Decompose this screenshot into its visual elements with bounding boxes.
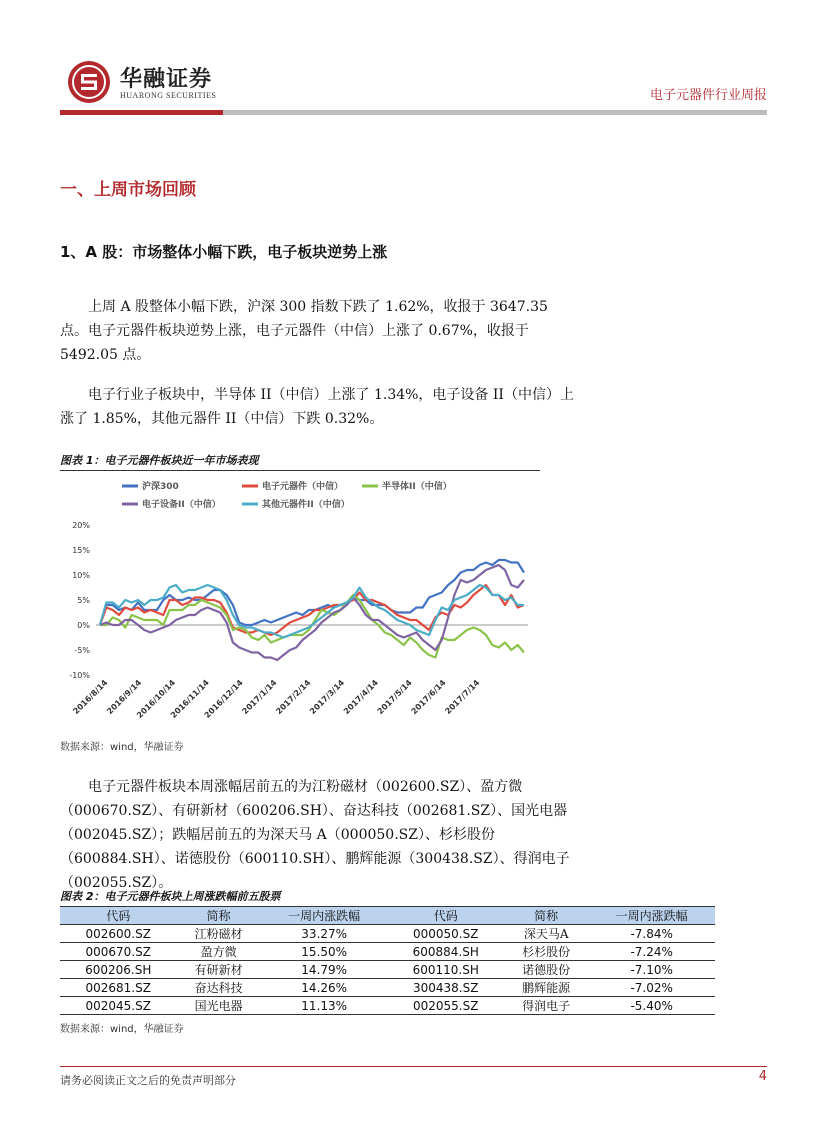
stock-code: 000050.SZ [387,925,503,943]
x-tick-label: 2016/12/14 [202,678,245,721]
chart-y-axis [69,521,90,680]
x-tick-label: 2017/4/14 [341,678,380,717]
table-row [60,943,715,961]
y-tick-label: 10% [72,571,90,580]
x-tick-label: 2016/10/14 [135,678,178,721]
header-rule-red [60,110,223,115]
page-number: 4 [758,1069,767,1084]
stock-name: 奋达科技 [176,979,260,997]
figure1-source: 数据来源：wind，华融证券 [60,742,184,753]
legend-label: 电子元器件（中信） [262,482,344,492]
stock-code: 600884.SH [387,943,503,961]
stock-change: -5.40% [588,997,715,1015]
stock-change: -7.02% [588,979,715,997]
x-tick-label: 2017/5/14 [375,678,414,717]
stock-code: 600206.SH [60,961,176,979]
figure1-rule [60,470,540,471]
y-tick-label: 20% [72,521,90,530]
legend-label: 半导体II（中信） [382,482,452,492]
section-title: 一、上周市场回顾 [60,180,196,200]
x-tick-label: 2017/6/14 [409,678,448,717]
table-header-row [60,907,715,925]
stock-name: 深天马A [504,925,588,943]
y-tick-label: 15% [72,546,90,555]
stock-code: 002055.SZ [387,997,503,1015]
table-row [60,997,715,1015]
stock-change: -7.24% [588,943,715,961]
paragraph-market-summary: 上周 A 股整体小幅下跌，沪深 300 指数下跌了 1.62%，收报于 3647.35 点。电子元器件板块逆势上涨，电子元器件（中信）上涨了 0.67%，收报于 5492.05 点。 [60,299,548,363]
x-tick-label: 2016/8/14 [71,678,110,717]
stock-name: 国光电器 [176,997,260,1015]
footer-disclaimer: 请务必阅读正文之后的免责声明部分 [60,1074,236,1087]
stock-name: 杉杉股份 [504,943,588,961]
report-type: 电子元器件行业周报 [649,88,767,103]
stock-name: 有研新材 [176,961,260,979]
stock-code: 000670.SZ [60,943,176,961]
paragraph-subsector-summary: 电子行业子板块中，半导体 II（中信）上涨了 1.34%，电子设备 II（中信）上涨了 1.85%，其他元器件 II（中信）下跌 0.32%。 [60,387,574,427]
table-header-cell: 代码 [387,907,503,925]
legend-label: 其他元器件II（中信） [262,500,350,510]
chart-legend [122,480,452,510]
stock-code: 002045.SZ [60,997,176,1015]
legend-label: 沪深300 [142,482,179,492]
x-tick-label: 2017/7/14 [443,678,482,717]
chart-series-lines [100,560,524,660]
stock-change: -7.84% [588,925,715,943]
table-header-cell: 一周内涨跌幅 [261,907,388,925]
stock-name: 江粉磁材 [176,925,260,943]
stock-code: 300438.SZ [387,979,503,997]
x-tick-label: 2016/11/14 [168,678,211,721]
table-header-cell: 简称 [176,907,260,925]
chart-x-axis [71,678,481,720]
stock-code: 600110.SH [387,961,503,979]
y-tick-label: -5% [74,646,90,655]
brand-subtitle: HUARONG SECURITIES [120,91,217,100]
stock-change: 33.27% [261,925,388,943]
stock-name: 盈方微 [176,943,260,961]
table-row [60,925,715,943]
table-row [60,961,715,979]
footer-rule [60,1066,767,1067]
section-subtitle: 1、A 股：市场整体小幅下跌，电子板块逆势上涨 [60,243,388,261]
paragraph-top-movers: 电子元器件板块本周涨幅居前五的为江粉磁材（002600.SZ）、盈方微（000670.SZ）、有研新材（600206.SH）、奋达科技（002681.SZ）、国光电器（002045.SZ）；跌幅居前五的为深天马 A（000050.SZ）、杉杉股份（600884.SH）、诺德股份（600110.SH）、鹏辉能源（300438.SZ）、得润电子（002055.SZ）。 [60,779,570,891]
stock-change: -7.10% [588,961,715,979]
brand-name: 华融证券 [120,67,213,92]
table-header-cell: 代码 [60,907,176,925]
table-header-cell: 简称 [504,907,588,925]
y-tick-label: 5% [77,596,90,605]
y-tick-label: -10% [69,671,90,680]
figure2-title: 图表 2：电子元器件板块上周涨跌幅前五股票 [60,890,281,903]
brand-logo-icon [68,61,110,103]
x-tick-label: 2016/9/14 [105,678,144,717]
top-movers-table [60,906,715,1015]
legend-label: 电子设备II（中信） [142,500,221,510]
stock-name: 诺德股份 [504,961,588,979]
stock-change: 11.13% [261,997,388,1015]
header-rule-gray [223,110,767,115]
market-performance-chart [60,475,540,730]
table-header-cell: 一周内涨跌幅 [588,907,715,925]
stock-change: 15.50% [261,943,388,961]
stock-change: 14.26% [261,979,388,997]
figure1-title: 图表 1：电子元器件板块近一年市场表现 [60,454,259,467]
stock-code: 002681.SZ [60,979,176,997]
x-tick-label: 2017/1/14 [240,678,279,717]
stock-name: 得润电子 [504,997,588,1015]
x-tick-label: 2017/3/14 [308,678,347,717]
figure2-source: 数据来源：wind，华融证券 [60,1024,184,1035]
stock-code: 002600.SZ [60,925,176,943]
logo-emblem-icon [68,61,110,103]
y-tick-label: 0% [77,621,90,630]
stock-change: 14.79% [261,961,388,979]
stock-name: 鹏辉能源 [504,979,588,997]
x-tick-label: 2017/2/14 [274,678,313,717]
table-row [60,979,715,997]
